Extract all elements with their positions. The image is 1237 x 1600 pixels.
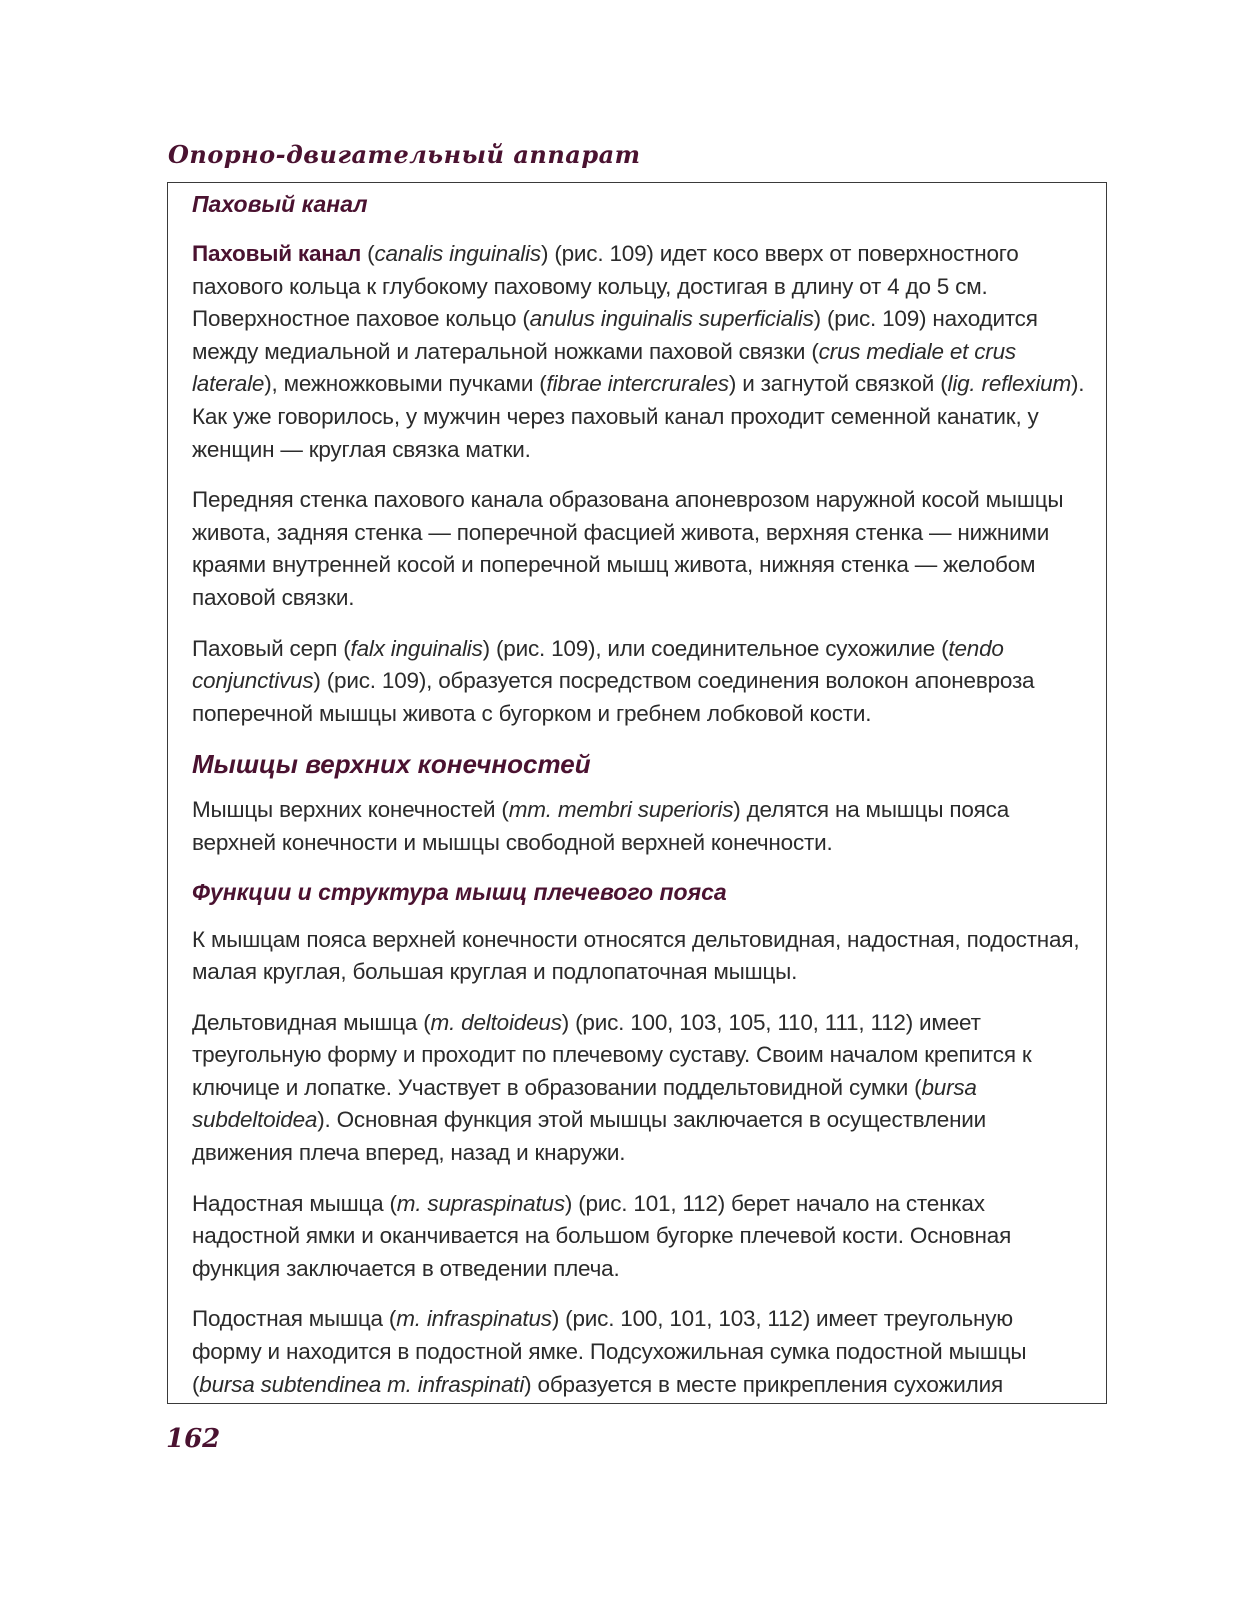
running-head: Опорно-двигательный аппарат [168, 140, 641, 169]
paragraph-inguinal-3: Паховый серп (falx inguinalis) (рис. 109), или соединительное сухожилие (tendo conjunctivus) (рис. 109), образуется посредством соединения волокон апоневроза поперечной мышцы живота с бугорком и гребнем лобковой кости. [192, 635, 1035, 726]
page-content [192, 190, 1087, 1419]
paragraph-shoulder-1: К мышцам пояса верхней конечности относятся дельтовидная, надостная, подостная, малая круглая, большая круглая и подлопаточная мышцы. [192, 926, 1080, 985]
heading-upper-limb-muscles: Мышцы верхних конечностей [192, 749, 591, 780]
paragraph-upper-limb-1: Мышцы верхних конечностей (mm. membri superioris) делятся на мышцы пояса верхней конечности и мышцы свободной верхней конечности. [192, 797, 1010, 855]
page-number: 162 [166, 1424, 221, 1454]
paragraph-inguinal-1: Паховый канал (canalis inguinalis) (рис. 109) идет косо вверх от поверхностного пахового кольца к глубокому паховому кольцу, достигая в длину от 4 до 5 см. Поверхностное паховое кольцо (anulus inguinalis superficialis) (рис. 109) находится между медиальной и латеральной ножками паховой связки (crus mediale et crus laterale), межножковыми пучками (fibrae intercrurales) и загнутой связкой (lig. reflexium). Как уже говорилось, у мужчин через паховый канал проходит семенной канатик, у женщин — круглая связка матки. [192, 241, 1085, 462]
paragraph-shoulder-2: Дельтовидная мышца (m. deltoideus) (рис. 100, 103, 105, 110, 111, 112) имеет треугольную форму и проходит по плечевому суставу. Своим началом крепится к ключице и лопатке. Участвует в образовании поддельтовидной сумки (bursa subdeltoidea). Основная функция этой мышцы заключается в осуществлении движения плеча вперед, назад и кнаружи. [192, 1009, 1032, 1166]
heading-inguinal-canal: Паховый канал [192, 191, 368, 217]
paragraph-shoulder-3: Надостная мышца (m. supraspinatus) (рис. 101, 112) берет начало на стенках надостной ямки и оканчивается на большом бугорке плечевой кости. Основная функция заключается в отведении плеча. [192, 1190, 1012, 1281]
heading-shoulder-girdle: Функции и структура мышц плечевого пояса [192, 878, 727, 905]
term-inguinal-canal: Паховый канал [192, 241, 362, 266]
paragraph-shoulder-4: Подостная мышца (m. infraspinatus) (рис. 100, 101, 103, 112) имеет треугольную форму и находится в подостной ямке. Подсухожильная сумка подостной мышцы (bursa subtendinea m. infraspinati) образуется в месте прикрепления сухожилия [192, 1306, 1027, 1397]
paragraph-inguinal-2: Передняя стенка пахового канала образована апоневрозом наружной косой мышцы живота, задняя стенка — поперечной фасцией живота, верхняя стенка — нижними краями внутренней косой и поперечной мышц живота, нижняя стенка — желобом паховой связки. [192, 487, 1064, 610]
